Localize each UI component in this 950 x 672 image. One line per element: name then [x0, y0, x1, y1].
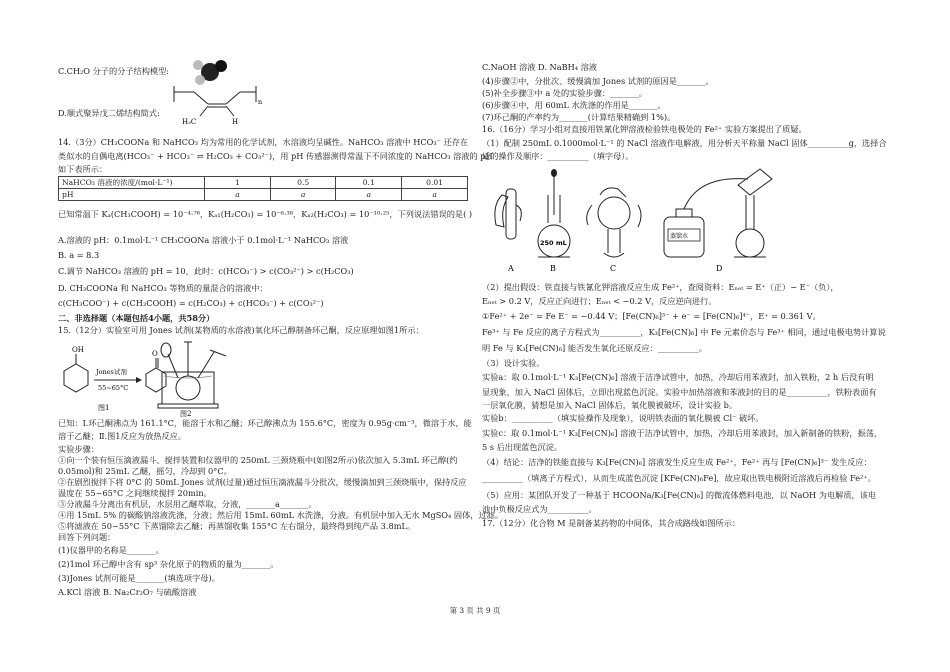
sub-question-3: (3)Jones 试剂可能是_______(填选项字母)。 [58, 573, 220, 583]
operation-d-image [664, 169, 772, 273]
option-b: B. a = 8.3 [58, 250, 100, 260]
step-2b: 温度在 55~65°C 之间继续搅拌 20min。 [58, 488, 212, 498]
experiment-b: 实验b：__________（填实验操作及现象），说明铁表面的氧化膜被 Cl⁻ 破坏。 [482, 413, 764, 423]
experiment-a-2: 显现象，加入 NaCl 固体后，立即出现蓝色沉淀。实验中加热溶液和苯液封的目的是__________，铁粉表面有 [482, 387, 877, 397]
operations-figure [488, 165, 788, 280]
sub-question-7: (7)环己酮的产率约为_______(计算结果精确到 1%)。 [482, 112, 676, 122]
svg-text:OH: OH [72, 346, 84, 354]
q16-part-2c: ①Fe²⁺ + 2e⁻ = Fe E⁻ = −0.44 V；[Fe(CN)₆]³⁻ + e⁻ = [Fe(CN)₆]⁴⁻，E⁺ = 0.361 V。 [482, 311, 821, 321]
known-1: 已知：Ⅰ.环己酮沸点为 161.1°C，能溶于水和乙醚；环己醇沸点为 155.6°C，密度为 0.95g·cm⁻³，微溶于水，能 [58, 418, 472, 428]
figure-1-caption: 图1 [98, 404, 110, 412]
q16-part-2b: Eₙₑₜ > 0.2 V，反应正向进行；Eₙₑₜ < −0.2 V，反应逆向进行。 [482, 296, 717, 306]
sub-question-1: (1)仪器甲的名称是_______。 [58, 545, 164, 555]
table-row [59, 189, 468, 201]
table-cell: a [270, 189, 336, 201]
ch2o-model-image [188, 56, 228, 86]
sub-question-2: (2)1mol 环己醇中含有 sp³ 杂化原子的物质的量为_______。 [58, 559, 279, 569]
q16-part-2e: 明 Fe 与 K₃[Fe(CN)₆] 能否发生氧化还原反应：__________。 [482, 343, 708, 353]
answer-heading: 回答下列问题： [58, 532, 116, 542]
figure-2-apparatus [150, 336, 240, 418]
jones-reagent-label: Jones试剂 [96, 368, 127, 376]
label-d: D [716, 264, 723, 273]
table-cell: pH [59, 189, 205, 201]
known-2: 溶于乙醚；Ⅱ.图1反应为放热反应。 [58, 431, 187, 441]
option-cd: C.NaOH 溶液 D. NaBH₄ 溶液 [482, 62, 597, 72]
experiment-a-1: 实验a：取 0.1mol·L⁻¹ K₃[Fe(CN)₆] 溶液于洁净试管中，加热，冷却后用苯液封，加入铁粉，2 h 后没有明 [482, 372, 874, 382]
q16-part-2a: （2）提出假设：铁直接与铁氰化钾溶液反应生成 Fe²⁺，查阅资料：Eₙₑₜ = E⁺（正）− E⁻（负）， [482, 282, 839, 292]
table-cell: a [402, 189, 468, 201]
distilled-water-label: 蒸馏水 [670, 233, 689, 240]
step-1b: 0.05mol)和 25mL 乙醚，摇匀，冷却到 0°C。 [58, 466, 232, 476]
question-15-stem: 15.（12分）实验室可用 Jones 试剂(某物质的水溶液)氧化环己醇制备环己酮，反应原理如图1所示： [58, 325, 424, 335]
question-17-stem: 17.（12分）化合物 M 是制备某药物的中间体，其合成路线如图所示： [482, 518, 741, 528]
question-14-stem-1: 14.（3分）CH₃COONa 和 NaHCO₃ 均为常用的化学试剂，水溶液均呈碱性。NaHCO₃ 溶液中 HCO₃⁻ 还存在 [58, 137, 469, 147]
q16-part-5b: 池中负极反应式为__________。 [482, 504, 597, 514]
table-row [59, 177, 468, 189]
q16-part-3: （3）设计实验。 [482, 358, 545, 368]
step-3: ③分液漏斗分离出有机层，水层用乙醚萃取，分液，_______a_______。 [58, 499, 317, 509]
question-13d: D.顺式聚异戊二烯结构简式: [58, 108, 160, 118]
label-c: C [610, 264, 617, 273]
temperature-label: 55~65°C [98, 384, 129, 392]
polymer-structure-image [168, 84, 268, 126]
step-1a: ①向一个装有恒压滴液漏斗、搅拌装置和仪器甲的 250mL 三颈烧瓶中(如图2所示)依次加入 5.3mL 环己醇(约 [58, 455, 458, 465]
label-a: A [508, 264, 514, 273]
figure-2-caption: 图2 [180, 410, 192, 418]
page-footer: 第 3 页 共 9 页 [449, 606, 501, 615]
q16-part-4a: （4）结论：洁净的铁能直接与 K₃[Fe(CN)₆] 溶液发生反应生成 Fe²⁺，Fe²⁺ 再与 [Fe(CN)₆]³⁻ 发生反应： [482, 457, 872, 467]
operation-b-image [538, 169, 570, 273]
question-16-stem: 16.（16分）学习小组对直接用铁氰化钾溶液检验铁电极处的 Fe²⁺ 实验方案提出了质疑。 [482, 124, 807, 134]
label-h: H [232, 118, 239, 126]
step-4: ④用 15mL 5% 的碳酸钠溶液洗涤，分液；然后用 15mL 60mL 水洗涤，分液。有机层中加入无水 MgSO₄ 固体，过滤。 [58, 510, 504, 520]
q16-part-5a: （5）应用：某团队开发了一种基于 HCOONa/K₃[Fe(CN)₆] 的微流体燃料电池，以 NaOH 为电解质，该电 [482, 490, 877, 500]
steps-heading: 实验步骤： [58, 444, 99, 454]
ph-table [58, 176, 468, 201]
step-5: ⑤将滤液在 50~55°C 下蒸馏除去乙醚；再蒸馏收集 155°C 左右馏分，最终得到纯产品 3.8mL。 [58, 521, 416, 531]
table-cell: NaHCO₃ 溶液的浓度/(mol·L⁻¹) [59, 177, 205, 189]
question-14-stem-3: 如下表所示： [58, 164, 108, 174]
table-cell: a [205, 189, 270, 201]
option-d: D. CH₃COONa 和 NaHCO₃ 等物质的量混合的溶液中： [58, 283, 268, 293]
option-c: C.调节 NaHCO₃ 溶液的 pH = 10，此时：c(HCO₃⁻) > c(CO₃²⁻) > c(H₂CO₃) [58, 266, 354, 276]
flask-volume-label: 250 mL [540, 239, 567, 247]
sub-question-4: (4)步骤②中，分批次、缓慢滴加 Jones 试剂的原因是_______。 [482, 76, 714, 86]
step-2a: ②在剧烈搅拌下将 0°C 的 50mL Jones 试剂(过量)通过恒压滴液漏斗分批次，缓慢滴加到三颈烧瓶中，保持反应 [58, 477, 467, 487]
table-cell: 1 [205, 177, 270, 189]
sub-question-3-options: A.KCl 溶液 B. Na₂Cr₂O₇ 与硫酸溶液 [58, 587, 197, 597]
question-13c: C.CH₂O 分子的分子结构模型: [58, 66, 170, 76]
sub-question-5: (5)补全步骤③中 a 处的实验步骤：_______。 [482, 88, 647, 98]
label-h3c: H₃C [182, 118, 197, 126]
section-heading: 二、非选择题（本题包括4小题，共58分） [58, 313, 215, 323]
q16-part-2d: Fe³⁺ 与 Fe 反应的离子方程式为__________，K₃[Fe(CN)₆] 中 Fe 元素价态与 Fe³⁺ 相同，通过电极电势计算说 [482, 327, 886, 337]
table-cell: 0.5 [270, 177, 336, 189]
sub-question-6: (6)步骤④中，用 60mL 水洗涤的作用是_______。 [482, 100, 666, 110]
option-a: A.溶液的 pH：0.1mol·L⁻¹ CH₃COONa 溶液小于 0.1mol·L⁻¹ NaHCO₃ 溶液 [58, 235, 349, 245]
label-n: n [258, 98, 263, 106]
table-cell: 0.1 [336, 177, 402, 189]
experiment-c-2: 5 s 后出现蓝色沉淀。 [482, 442, 563, 452]
q16-part-4b: __________（填离子方程式），从而生成蓝色沉淀 [KFe(CN)₆Fe]，故应取出铁电极附近溶液后再检验 Fe²⁺。 [482, 473, 876, 483]
question-14-known: 已知常温下 Kₐ(CH₃COOH) = 10⁻⁴·⁷⁶，Kₐ₁(H₂CO₃) = 10⁻⁶·³⁸，Kₐ₂(H₂CO₃) = 10⁻¹⁰·²⁵，下列说法错误的是( ) [58, 209, 473, 219]
experiment-a-3: 一层氧化膜，猜想是加入 NaCl 固体后，氧化膜被破坏，设计实验 b。 [482, 400, 738, 410]
label-b: B [550, 264, 556, 273]
experiment-c-1: 实验c：取 0.1mol·L⁻¹ K₃[Fe(CN)₆] 溶液于洁净试管中，加热，冷却后用苯液封，加入新制备的铁粉，振荡， [482, 428, 883, 438]
svg-text:O: O [152, 350, 158, 358]
q16-part-1a: （1）配制 250mL 0.1000mol·L⁻¹ 的 NaCl 溶液作电解液，用分析天平称量 NaCl 固体__________g，选择合 [482, 138, 887, 148]
operation-a-image [495, 189, 521, 273]
question-14-stem-2: 类似水的自偶电离(HCO₃⁻ + HCO₃⁻ ⇌ H₂CO₃ + CO₃²⁻)，用 pH 传感器测得常温下不同浓度的 NaHCO₃ 溶液的 pH [58, 151, 493, 161]
table-cell: 0.01 [402, 177, 468, 189]
q16-part-1b: 适的操作及顺序：__________（填字母）。 [482, 151, 634, 161]
option-d-eq: c(CH₃COO⁻) + c(CH₃COOH) = c(H₂CO₃) + c(HCO₃⁻) + c(CO₃²⁻) [58, 298, 324, 308]
operation-c-image [587, 188, 641, 273]
table-cell: a [336, 189, 402, 201]
